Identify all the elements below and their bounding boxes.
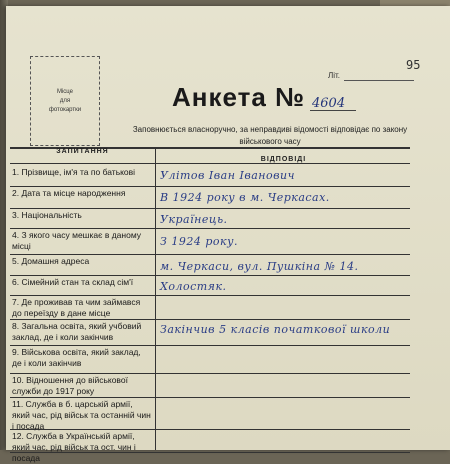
answer-8: Закінчив 5 класів початкової школи bbox=[160, 323, 391, 336]
row-rule-10 bbox=[10, 397, 410, 398]
question-1: 1. Прізвище, ім'я та по батькові bbox=[12, 167, 136, 177]
question-10: 10. Відношення до військової служби до 1917 року bbox=[12, 375, 128, 397]
subtitle bbox=[130, 124, 410, 147]
answer-2: В 1924 року в м. Черкасах. bbox=[160, 191, 330, 204]
anketa-number: 4604 bbox=[312, 96, 346, 111]
photo-label-3: фотокартки bbox=[48, 106, 82, 113]
number-underline bbox=[310, 110, 356, 111]
row-rule-7 bbox=[10, 319, 410, 320]
row-rule-1 bbox=[10, 186, 410, 187]
answers-header: ВІДПОВІДІ bbox=[260, 156, 307, 163]
row-rule-5 bbox=[10, 275, 410, 276]
page-number: 95 bbox=[406, 58, 421, 72]
row-rule-12 bbox=[10, 452, 410, 453]
questions-header: ЗАПИТАННЯ bbox=[56, 148, 109, 155]
question-6: 6. Сімейний стан та склад сім'ї bbox=[12, 277, 134, 287]
page-title: Анкета № bbox=[172, 82, 306, 112]
question-2: 2. Дата та місце народження bbox=[12, 188, 126, 198]
answer-1: Улітов Іван Іванович bbox=[160, 169, 295, 182]
photo-label-1: Місце bbox=[56, 88, 74, 95]
row-rule-3 bbox=[10, 228, 410, 229]
question-8: 8. Загальна освіта, який учбовий заклад, де і коли закінчив bbox=[12, 321, 142, 343]
question-3: 3. Національність bbox=[12, 210, 82, 220]
answer-3: Українець. bbox=[160, 213, 228, 226]
row-rule-11 bbox=[10, 429, 410, 430]
row-rule-4 bbox=[10, 254, 410, 255]
subtitle-line-1: Заповнюється власноручно, за неправдиві відомості відповідає по закону bbox=[132, 125, 408, 134]
answer-5: м. Черкаси, вул. Пушкіна № 14. bbox=[160, 260, 359, 273]
lit-line bbox=[344, 80, 414, 81]
answer-4: З 1924 року. bbox=[160, 235, 238, 248]
row-rule-8 bbox=[10, 345, 410, 346]
column-divider bbox=[155, 148, 156, 450]
question-11: 11. Служба в б. царській армії, який час, рід військ та останній чин і посада bbox=[12, 399, 151, 432]
row-rule-2 bbox=[10, 208, 410, 209]
table-header-rule bbox=[10, 163, 410, 164]
row-rule-6 bbox=[10, 295, 410, 296]
question-9: 9. Військова освіта, який заклад, де і коли закінчив bbox=[12, 347, 141, 369]
subtitle-line-2: військового часу bbox=[239, 136, 301, 146]
row-rule-9 bbox=[10, 373, 410, 374]
lit-label: Літ. bbox=[328, 71, 341, 80]
photo-label-2: для bbox=[59, 97, 71, 104]
question-4: 4. З якого часу мешкає в даному місці bbox=[12, 230, 142, 252]
question-12: 12. Служба в Українській армії, який час, рід військ та ост. чин і посада bbox=[12, 431, 136, 464]
question-5: 5. Домашня адреса bbox=[12, 256, 90, 266]
question-7: 7. Де проживав та чим займався до переїзду в дане місце bbox=[12, 297, 141, 319]
answer-6: Холостяк. bbox=[160, 280, 227, 293]
photo-placeholder bbox=[30, 56, 100, 146]
